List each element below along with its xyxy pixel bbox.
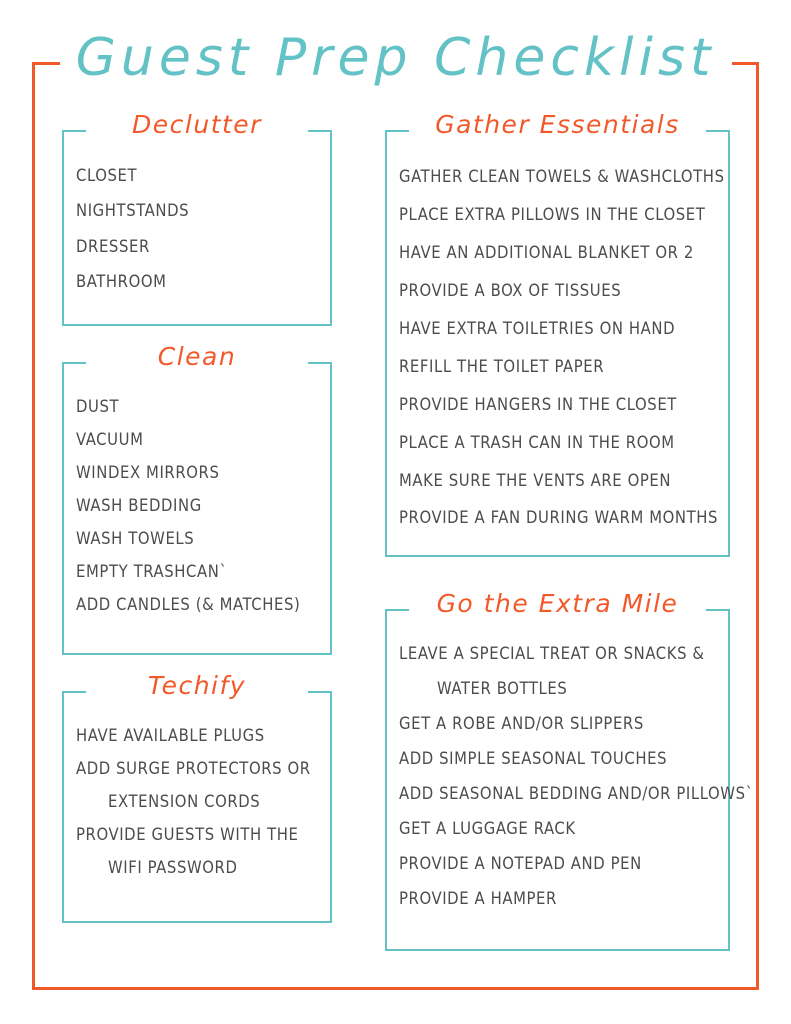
section-title-go-the-extra-mile-text: Go the Extra Mile <box>427 589 689 618</box>
section-title-clean-text: Clean <box>148 342 246 371</box>
list-item: WINDEX MIRRORS <box>76 463 220 482</box>
list-item: DRESSER <box>76 236 150 256</box>
list-item: LEAVE A SPECIAL TREAT OR SNACKS & <box>399 644 705 663</box>
list-item: PLACE EXTRA PILLOWS IN THE CLOSET <box>399 204 706 224</box>
list-item: CLOSET <box>76 166 138 185</box>
list-item: MAKE SURE THE VENTS ARE OPEN <box>399 470 672 490</box>
list-item: ADD SEASONAL BEDDING AND/OR PILLOWS` <box>399 783 754 803</box>
section-title-declutter <box>64 110 330 139</box>
list-item: GATHER CLEAN TOWELS & WASHCLOTHS <box>399 167 725 186</box>
section-go-the-extra-mile <box>385 589 754 951</box>
section-title-gather-essentials-text: Gather Essentials <box>425 110 690 139</box>
section-title-go-the-extra-mile <box>387 589 728 618</box>
list-item: PROVIDE A HAMPER <box>399 888 557 908</box>
section-techify <box>62 671 332 923</box>
list-item: WASH TOWELS <box>76 529 195 548</box>
list-item: EXTENSION CORDS <box>108 792 261 811</box>
list-item: PROVIDE GUESTS WITH THE <box>76 825 299 844</box>
section-title-gather-essentials <box>387 110 728 139</box>
list-item: ADD SIMPLE SEASONAL TOUCHES <box>399 748 668 768</box>
section-clean <box>62 342 332 655</box>
list-item: BATHROOM <box>76 272 167 292</box>
list-item: PROVIDE HANGERS IN THE CLOSET <box>399 394 677 414</box>
section-title-declutter-text: Declutter <box>122 110 272 139</box>
list-item: VACUUM <box>76 430 144 449</box>
list-item: ADD CANDLES (& MATCHES) <box>76 595 301 614</box>
list-item: PROVIDE A FAN DURING WARM MONTHS <box>399 508 719 528</box>
list-item: REFILL THE TOILET PAPER <box>399 356 605 376</box>
section-title-techify-text: Techify <box>138 671 256 700</box>
list-item: DUST <box>76 397 120 416</box>
list-item: WASH BEDDING <box>76 496 202 515</box>
list-item: PROVIDE A NOTEPAD AND PEN <box>399 853 642 873</box>
list-item: EMPTY TRASHCAN` <box>76 562 228 581</box>
page-title: Guest Prep Checklist <box>75 28 716 88</box>
list-item: NIGHTSTANDS <box>76 201 190 221</box>
list-item: PROVIDE A BOX OF TISSUES <box>399 280 622 300</box>
list-item: PLACE A TRASH CAN IN THE ROOM <box>399 432 675 452</box>
list-item: HAVE AN ADDITIONAL BLANKET OR 2 <box>399 242 694 262</box>
left-column <box>62 110 332 923</box>
section-title-clean <box>64 342 330 371</box>
list-item: WATER BOTTLES <box>437 678 568 698</box>
list-item: GET A LUGGAGE RACK <box>399 818 576 838</box>
list-item: HAVE EXTRA TOILETRIES ON HAND <box>399 318 676 338</box>
section-title-techify <box>64 671 330 700</box>
list-item: WIFI PASSWORD <box>108 858 238 877</box>
list-item: HAVE AVAILABLE PLUGS <box>76 726 265 745</box>
list-item: GET A ROBE AND/OR SLIPPERS <box>399 713 644 733</box>
list-item: ADD SURGE PROTECTORS OR <box>76 759 311 778</box>
section-declutter <box>62 110 332 326</box>
section-gather-essentials <box>385 110 730 557</box>
right-column <box>385 110 754 951</box>
